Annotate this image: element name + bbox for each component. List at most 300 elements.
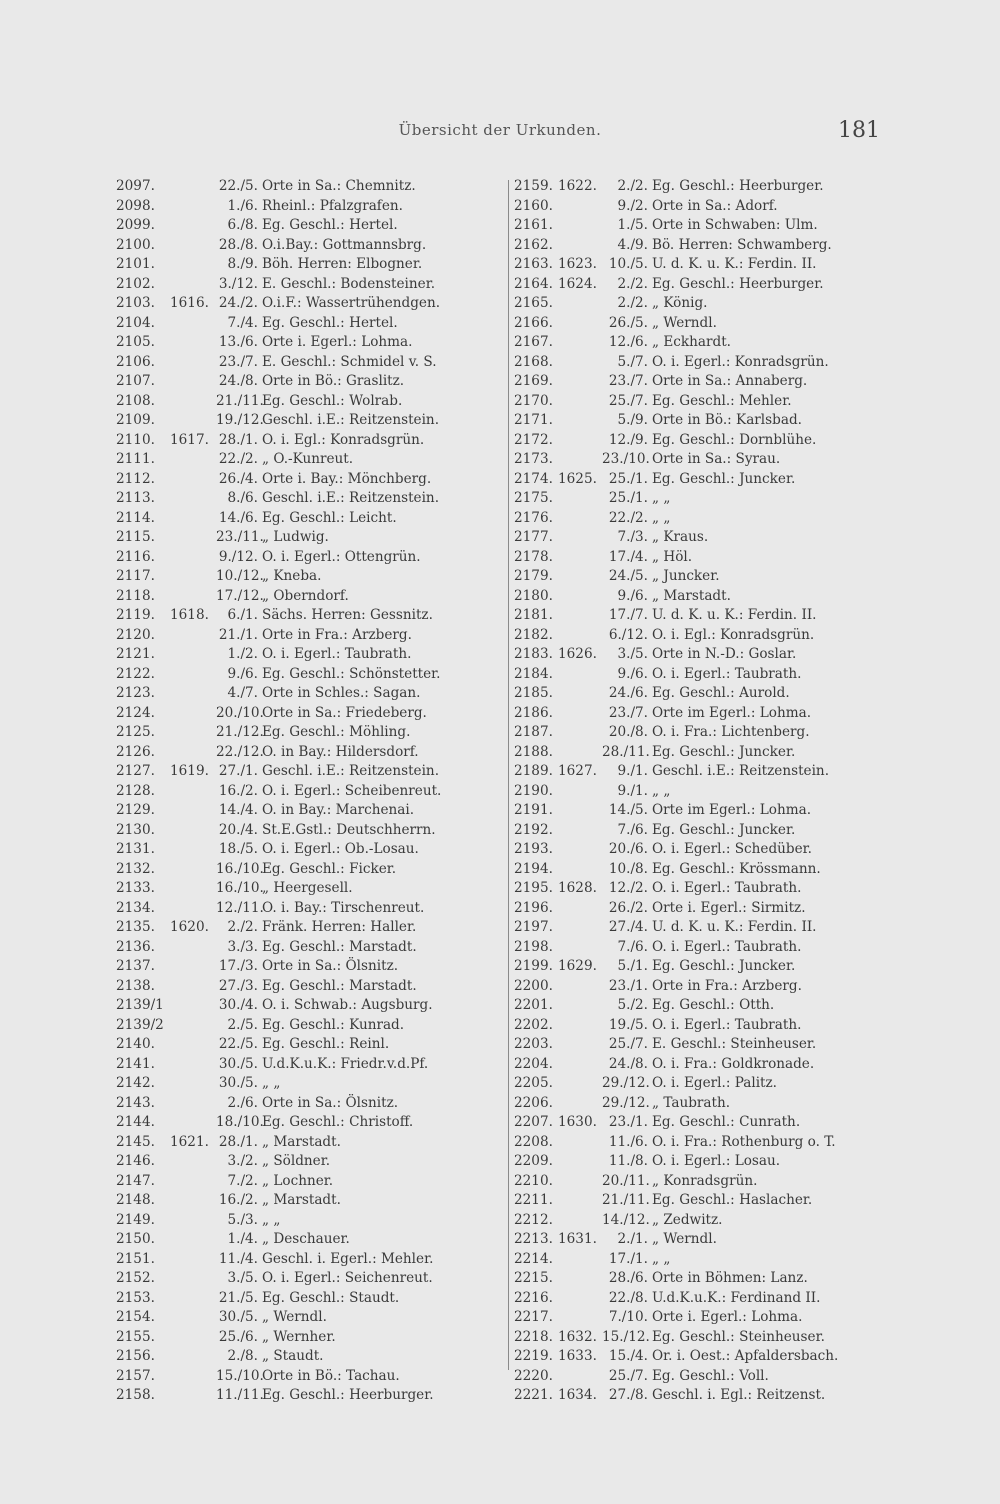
entry-date: 23./10. [602,451,650,467]
table-row [116,392,508,412]
table-row [116,528,508,548]
entry-number: 2206. [514,1094,553,1111]
table-row [510,1308,900,1328]
entry-description: O. i. Egl.: Konradsgrün. [262,431,425,448]
entry-number: 2124. [116,704,155,721]
entry-number: 2133. [116,880,155,896]
entry-date: 3./3. [227,938,258,955]
entry-number: 2107. [116,373,155,389]
entry-date: 10./5. [608,256,648,272]
entry-year: 1624. [558,275,597,292]
entry-description: Orte in Böhmen: Lanz. [652,1270,808,1286]
entry-date: 13./6. [218,334,258,350]
column-divider [508,180,509,1370]
entry-description: Eg. Geschl.: Hertel. [262,314,398,331]
table-row [510,1191,900,1211]
entry-date: 9./12. [218,548,258,565]
entry-description: Orte i. Egerl.: Lohma. [652,1309,803,1325]
entry-number: 2105. [116,334,155,350]
table-row [510,411,900,431]
entry-number: 2208. [514,1133,553,1150]
entry-description: Orte in Fra.: Arzberg. [262,626,412,643]
entry-number: 2184. [514,665,553,682]
entry-date: 4./9. [617,236,648,253]
entry-description: U.d.K.u.K.: Friedr.v.d.Pf. [262,1055,429,1072]
table-row [510,1347,900,1367]
entry-description: Orte i. Egerl.: Lohma. [262,334,413,350]
entry-number: 2128. [116,782,155,799]
entry-description: E. Geschl.: Steinheuser. [652,1036,817,1052]
entry-date: 22./2. [608,509,648,526]
entry-description: Orte in Sa.: Ölsnitz. [262,958,399,974]
entry-number: 2166. [514,314,553,331]
entry-description: O. i. Egerl.: Ob.-Losau. [262,841,419,857]
entry-date: 9./6. [227,665,258,682]
entry-date: 25./7. [608,392,648,409]
entry-description: Sächs. Herren: Gessnitz. [262,607,433,623]
entry-description: „ Söldner. [262,1153,331,1169]
table-row [510,1269,900,1289]
entry-number: 2212. [514,1211,553,1228]
entry-number: 2170. [514,392,553,409]
entry-description: „ Marstadt. [262,1133,341,1150]
table-row [116,1172,508,1192]
entry-number: 2101. [116,256,155,272]
entry-date: 2./5. [227,1016,258,1033]
entry-number: 2156. [116,1348,155,1364]
entry-date: 10./8. [608,860,648,877]
table-row [510,1152,900,1172]
table-row [116,1386,508,1406]
table-row [510,626,900,646]
table-row [510,645,900,665]
entry-number: 2153. [116,1289,155,1306]
entry-date: 7./2. [227,1172,258,1189]
entry-date: 26./2. [608,899,648,916]
table-row [510,665,900,685]
table-row [116,645,508,665]
entry-year: 1619. [170,763,209,779]
entry-date: 8./6. [227,490,258,506]
entry-number: 2154. [116,1309,155,1325]
table-row [510,470,900,490]
table-row [116,782,508,802]
entry-number: 2207. [514,1114,553,1130]
entry-number: 2122. [116,665,155,682]
entry-date: 21./11. [602,1192,650,1208]
entry-date: 28./8. [218,236,258,253]
table-row [116,938,508,958]
entry-description: „ Lochner. [262,1172,334,1189]
table-row [510,548,900,568]
entry-date: 17./7. [608,607,648,623]
entry-description: O. i. Egerl.: Taubrath. [652,938,802,955]
table-row [116,1113,508,1133]
entry-date: 22./5. [218,178,258,194]
table-row [510,177,900,197]
entry-number: 2103. [116,295,155,311]
entry-date: 15./10. [216,1367,264,1384]
entry-number: 2183. [514,646,553,662]
entry-date: 30./5. [218,1075,258,1091]
entry-date: 23./1. [608,1114,648,1130]
entry-description: „ Oberndorf. [262,587,349,604]
entry-description: Eg. Geschl.: Mehler. [652,392,792,409]
table-row [510,314,900,334]
entry-date: 15./4. [608,1348,648,1364]
table-row [116,684,508,704]
entry-description: Eg. Geschl.: Wolrab. [262,392,403,409]
entry-number: 2146. [116,1153,155,1169]
entry-description: O. i. Egerl.: Palitz. [652,1075,777,1091]
entry-number: 2179. [514,568,553,584]
table-row [116,255,508,275]
table-row [510,1386,900,1406]
table-row [510,684,900,704]
entry-date: 7./4. [227,314,258,331]
entry-description: Eg. Geschl.: Schönstetter. [262,665,441,682]
entry-number: 2218. [514,1328,553,1345]
table-row [510,1172,900,1192]
entry-number: 2123. [116,685,155,701]
table-row [510,1328,900,1348]
entry-number: 2182. [514,626,553,643]
entry-description: St.E.Gstl.: Deutschherrn. [262,821,436,838]
entry-number: 2189. [514,763,553,779]
table-row [510,704,900,724]
entry-date: 6./8. [227,217,258,233]
entry-date: 1./6. [227,197,258,214]
entry-date: 4./7. [227,685,258,701]
entry-number: 2165. [514,295,553,311]
entry-number: 2151. [116,1250,155,1267]
entry-number: 2109. [116,412,155,428]
entry-date: 24./8. [608,1055,648,1072]
entry-description: „ Kraus. [652,529,709,545]
entry-description: Eg. Geschl.: Otth. [652,997,775,1013]
entry-date: 28./11. [602,743,650,760]
table-row [116,489,508,509]
entry-number: 2147. [116,1172,155,1189]
table-row [116,918,508,938]
entry-number: 2191. [514,802,553,818]
entry-number: 2136. [116,938,155,955]
table-row [116,821,508,841]
entry-description: Eg. Geschl.: Dornblühe. [652,431,817,448]
entry-number: 2142. [116,1075,155,1091]
entry-date: 3./5. [617,646,648,662]
table-row [510,372,900,392]
left-column [116,177,508,1406]
entry-number: 2174. [514,470,553,487]
entry-description: Fränk. Herren: Haller. [262,919,417,935]
entry-number: 2148. [116,1192,155,1208]
table-row [116,548,508,568]
entry-number: 2172. [514,431,553,448]
entry-date: 25./1. [608,490,648,506]
entry-description: Geschl. i.E.: Reitzenstein. [262,490,440,506]
entry-date: 24./8. [218,373,258,389]
entry-description: „ Juncker. [652,568,720,584]
table-row [116,1035,508,1055]
entry-number: 2192. [514,821,553,838]
entry-date: 2./2. [617,295,648,311]
entry-description: O. i. Schwab.: Augsburg. [262,997,433,1013]
entry-description: O. i. Egerl.: Losau. [652,1153,781,1169]
entry-description: Orte in Sa.: Ölsnitz. [262,1094,399,1111]
entry-date: 6./1. [227,607,258,623]
entry-date: 1./2. [227,646,258,662]
entry-date: 26./4. [218,470,258,487]
entry-number: 2138. [116,977,155,994]
entry-number: 2141. [116,1055,155,1072]
entry-year: 1631. [558,1231,597,1247]
entry-number: 2097. [116,178,155,194]
entry-number: 2118. [116,587,155,604]
entry-number: 2098. [116,197,155,214]
entry-number: 2190. [514,782,553,799]
entry-description: Rheinl.: Pfalzgrafen. [262,197,403,214]
entry-date: 9./6. [617,587,648,604]
entry-description: Orte in Sa.: Annaberg. [652,373,808,389]
entry-description: „ Kneba. [262,568,322,584]
entry-year: 1626. [558,646,597,662]
entry-number: 2140. [116,1036,155,1052]
entry-number: 2145. [116,1133,155,1150]
entry-description: „ Werndl. [652,1231,717,1247]
entry-year: 1628. [558,880,597,896]
table-row [116,1055,508,1075]
entry-date: 7./3. [617,529,648,545]
table-row [510,840,900,860]
entry-description: E. Geschl.: Schmidel v. S. [262,353,437,370]
entry-description: Orte in Sa.: Friedeberg. [262,704,427,721]
entry-number: 2205. [514,1075,553,1091]
entry-description: „ Höl. [652,548,693,565]
entry-year: 1616. [170,295,209,311]
table-row [510,1211,900,1231]
entry-number: 2127. [116,763,155,779]
entry-description: „ „ [652,1250,671,1267]
entry-description: Orte in N.-D.: Goslar. [652,646,797,662]
table-row [116,275,508,295]
entry-description: „ Ludwig. [262,529,329,545]
entry-date: 1./5. [617,217,648,233]
table-row [510,860,900,880]
table-row [116,431,508,451]
entry-date: 16./2. [218,782,258,799]
entry-description: Eg. Geschl.: Reinl. [262,1036,390,1052]
entry-description: O. i. Fra.: Rothenburg o. T. [652,1133,836,1150]
table-row [116,801,508,821]
table-row [116,1347,508,1367]
entry-number: 2167. [514,334,553,350]
table-row [510,353,900,373]
table-row [510,587,900,607]
entry-description: Eg. Geschl.: Juncker. [652,821,796,838]
entry-description: O. i. Fra.: Lichtenberg. [652,724,810,740]
entry-number: 2204. [514,1055,553,1072]
entry-number: 2186. [514,704,553,721]
table-row [510,1250,900,1270]
table-row [116,606,508,626]
entry-number: 2176. [514,509,553,526]
entry-description: O. i. Egerl.: Ottengrün. [262,548,421,565]
entry-description: O. in Bay.: Marchenai. [262,802,415,818]
entry-date: 2./8. [227,1348,258,1364]
table-row [116,860,508,880]
table-row [510,899,900,919]
entry-number: 2112. [116,470,155,487]
entry-number: 2215. [514,1270,553,1286]
entry-description: „ „ [652,490,671,506]
entry-number: 2220. [514,1367,553,1384]
table-row [116,509,508,529]
entry-number: 2196. [514,899,553,916]
entry-description: Eg. Geschl.: Ficker. [262,860,397,877]
entry-date: 25./7. [608,1036,648,1052]
entry-date: 24./2. [218,295,258,311]
entry-description: O. i. Bay.: Tirschenreut. [262,899,425,916]
page-number: 181 [838,118,880,143]
entry-date: 16./2. [218,1192,258,1208]
entry-description: Orte in Schles.: Sagan. [262,685,421,701]
entry-number: 2100. [116,236,155,253]
table-row [510,528,900,548]
table-row [510,1094,900,1114]
entry-description: Orte in Sa.: Syrau. [652,451,781,467]
entry-description: O. i. Egerl.: Seichenreut. [262,1270,433,1286]
entry-number: 2163. [514,256,553,272]
entry-date: 6./12. [608,626,648,643]
entry-number: 2219. [514,1348,553,1364]
entry-number: 2178. [514,548,553,565]
entry-number: 2102. [116,275,155,292]
entry-description: Eg. Geschl.: Juncker. [652,743,796,760]
entry-date: 21./1. [218,626,258,643]
entry-number: 2202. [514,1016,553,1033]
table-row [116,1250,508,1270]
entry-number: 2144. [116,1114,155,1130]
entry-description: „ Zedwitz. [652,1211,723,1228]
entry-number: 2194. [514,860,553,877]
entry-number: 2209. [514,1153,553,1169]
entry-date: 17./4. [608,548,648,565]
entry-number: 2193. [514,841,553,857]
entry-year: 1623. [558,256,597,272]
entry-date: 9./1. [617,763,648,779]
table-row [116,294,508,314]
entry-description: „ O.-Kunreut. [262,451,354,467]
entry-date: 5./2. [617,997,648,1013]
entry-date: 23./1. [608,977,648,994]
entry-date: 27./1. [218,763,258,779]
entry-description: Eg. Geschl.: Marstadt. [262,977,417,994]
entry-description: Eg. Geschl.: Marstadt. [262,938,417,955]
table-row [116,957,508,977]
table-row [116,333,508,353]
entry-number: 2113. [116,490,155,506]
table-row [510,762,900,782]
entry-date: 9./1. [617,782,648,799]
entry-date: 22./5. [218,1036,258,1052]
table-row [510,236,900,256]
entry-description: „ „ [652,509,671,526]
entry-number: 2135. [116,919,155,935]
entry-description: Eg. Geschl.: Haslacher. [652,1192,813,1208]
entry-description: Eg. Geschl.: Heerburger. [652,178,824,194]
entry-description: U.d.K.u.K.: Ferdinand II. [652,1289,821,1306]
entry-date: 30./5. [218,1055,258,1072]
entry-date: 22./8. [608,1289,648,1306]
entry-date: 2./1. [617,1231,648,1247]
entry-date: 2./6. [227,1094,258,1111]
entry-number: 2155. [116,1328,155,1345]
table-row [116,1308,508,1328]
entry-number: 2129. [116,802,155,818]
entry-number: 2177. [514,529,553,545]
entry-date: 25./7. [608,1367,648,1384]
entry-number: 2125. [116,724,155,740]
entry-date: 25./1. [608,470,648,487]
table-row [510,743,900,763]
entry-number: 2114. [116,509,155,526]
entry-description: Eg. Geschl.: Voll. [652,1367,769,1384]
entry-date: 3./5. [227,1270,258,1286]
entry-number: 2106. [116,353,155,370]
table-row [510,392,900,412]
entry-description: O. i. Egerl.: Schedüber. [652,841,812,857]
table-row [116,450,508,470]
entry-date: 5./7. [617,353,648,370]
table-row [510,723,900,743]
entry-number: 2157. [116,1367,155,1384]
table-row [116,665,508,685]
table-row [510,938,900,958]
table-row [116,411,508,431]
table-row [116,899,508,919]
entry-number: 2131. [116,841,155,857]
table-row [510,431,900,451]
table-row [510,782,900,802]
entry-number: 2117. [116,568,155,584]
table-row [510,821,900,841]
table-row [116,762,508,782]
entry-number: 2120. [116,626,155,643]
entry-number: 2115. [116,529,155,545]
entry-description: O. i. Egerl.: Konradsgrün. [652,353,829,370]
entry-description: „ Konradsgrün. [652,1172,758,1189]
table-row [116,1016,508,1036]
table-row [510,197,900,217]
entry-date: 1./4. [227,1231,258,1247]
table-row [510,977,900,997]
entry-description: Orte i. Egerl.: Sirmitz. [652,899,806,916]
table-row [116,977,508,997]
entry-year: 1627. [558,763,597,779]
table-row [510,509,900,529]
entry-description: Orte in Schwaben: Ulm. [652,217,818,233]
entry-description: Geschl. i. Egl.: Reitzenst. [652,1387,826,1403]
entry-date: 20./11. [602,1172,650,1189]
entry-date: 20./4. [218,821,258,838]
entry-date: 26./5. [608,314,648,331]
entry-number: 2121. [116,646,155,662]
entry-description: Geschl. i. Egerl.: Mehler. [262,1250,434,1267]
entry-number: 2198. [514,938,553,955]
entry-date: 3./2. [227,1153,258,1169]
entry-description: Eg. Geschl.: Leicht. [262,509,397,526]
